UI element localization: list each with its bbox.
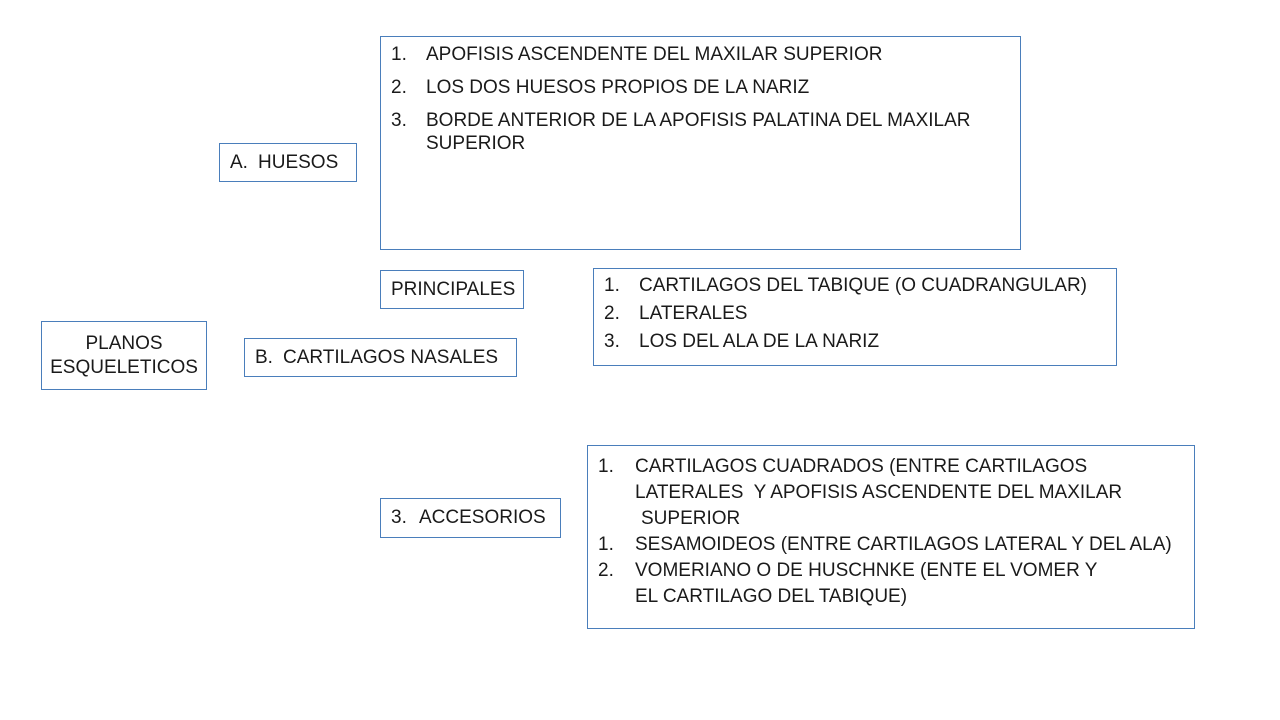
list-item-text-line-2: LATERALES Y APOFISIS ASCENDENTE DEL MAXILAR <box>635 482 1123 504</box>
list-item <box>391 109 1010 157</box>
list-item <box>391 43 1010 67</box>
node-principales <box>380 270 524 309</box>
list-item-number: 1. <box>598 456 614 477</box>
root-line-1: PLANOS <box>85 332 163 354</box>
list-item-text: LOS DEL ALA DE LA NARIZ <box>639 330 880 352</box>
list-item <box>604 274 1106 298</box>
list-item <box>598 454 1184 532</box>
list-item-text: CARTILAGOS DEL TABIQUE (O CUADRANGULAR) <box>639 275 1087 296</box>
accesorios-list-box <box>587 445 1195 629</box>
node-cartilagos-label: CARTILAGOS NASALES <box>283 346 499 368</box>
list-item-number: 2. <box>391 76 407 98</box>
list-item-number: 1. <box>391 44 407 65</box>
list-item-number: 2. <box>598 560 614 582</box>
node-principales-label: PRINCIPALES <box>391 278 516 300</box>
huesos-list-box <box>380 36 1021 250</box>
list-item <box>598 558 1184 610</box>
principales-list-box <box>593 268 1117 366</box>
list-item-number: 1. <box>598 534 614 556</box>
root-node-planos-esqueleticos <box>41 321 207 390</box>
node-huesos-marker: A. <box>230 151 248 173</box>
node-accesorios-marker: 3. <box>391 507 407 529</box>
list-item-text: LATERALES <box>639 302 748 324</box>
list-item-text-line-3: SUPERIOR <box>641 508 741 530</box>
list-item-text-line-1: VOMERIANO O DE HUSCHNKE (ENTE EL VOMER Y <box>635 560 1098 582</box>
list-item-text: SESAMOIDEOS (ENTRE CARTILAGOS LATERAL Y DEL ALA) <box>635 534 1172 556</box>
node-cartilagos-nasales <box>244 338 517 377</box>
list-item-text: LOS DOS HUESOS PROPIOS DE LA NARIZ <box>426 76 810 98</box>
node-cartilagos-marker: B. <box>255 346 273 368</box>
list-item <box>604 330 1106 354</box>
list-item-text-line-2: EL CARTILAGO DEL TABIQUE) <box>635 586 908 608</box>
list-item-text: BORDE ANTERIOR DE LA APOFISIS PALATINA DEL MAXILAR SUPERIOR <box>426 109 971 155</box>
list-item-number: 2. <box>604 302 620 324</box>
list-item-text: APOFISIS ASCENDENTE DEL MAXILAR SUPERIOR <box>426 44 883 65</box>
list-item <box>391 76 1010 100</box>
list-item-text-line-1: CARTILAGOS CUADRADOS (ENTRE CARTILAGOS <box>635 456 1088 477</box>
node-accesorios <box>380 498 561 538</box>
list-item-number: 1. <box>604 275 620 296</box>
list-item-number: 3. <box>604 330 620 352</box>
list-item <box>604 302 1106 326</box>
node-huesos <box>219 143 357 182</box>
list-item <box>598 532 1184 558</box>
root-line-2: ESQUELETICOS <box>50 356 198 378</box>
list-item-number: 3. <box>391 109 407 131</box>
node-huesos-label: HUESOS <box>258 151 339 173</box>
node-accesorios-label: ACCESORIOS <box>419 507 546 529</box>
